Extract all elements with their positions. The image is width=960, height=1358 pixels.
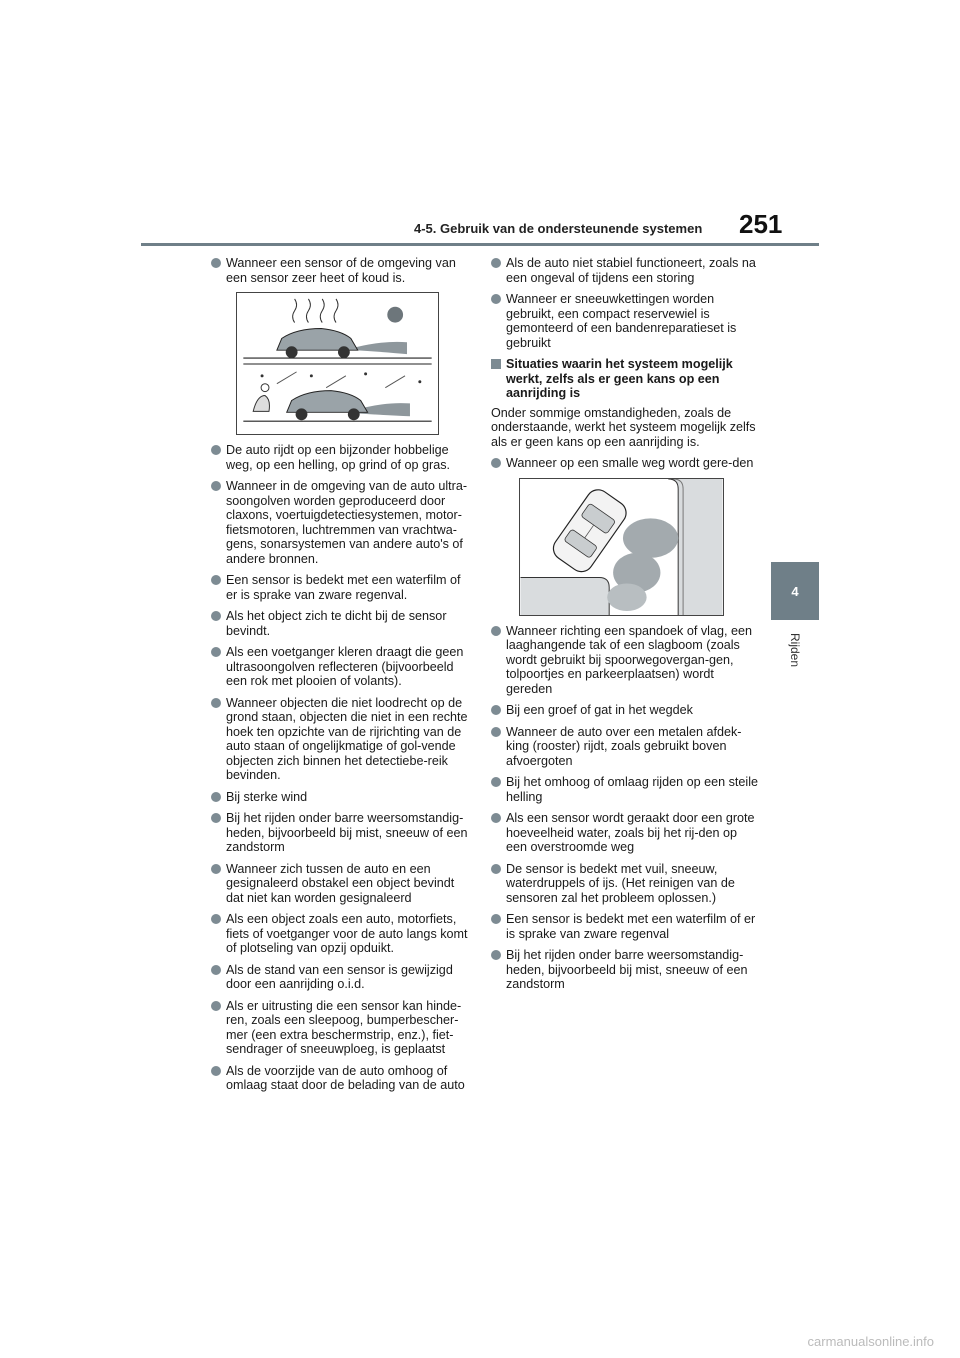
list-item-text: Bij het rijden onder barre weersomstandig-heden, bijvoorbeeld bij mist, sneeuw of een zandstorm [226,811,468,854]
list-item [211,256,473,285]
list-item-text: Wanneer op een smalle weg wordt gere-den [506,456,754,470]
chapter-label: Rijden [788,632,802,668]
bullet-icon [491,813,501,823]
list-item-text: De sensor is bedekt met vuil, sneeuw, waterdruppels of ijs. (Het reinigen van de sensoren zal het probleem oplossen.) [506,861,735,905]
header-rule [141,243,819,246]
list-item-text: Als een voetganger kleren draagt die geen ultrasoongolven reflecteren (bijvoorbeeld een rok met plooien of volants). [226,645,464,688]
list-item [211,1064,473,1093]
list-item [211,443,473,472]
list-item-text: Als er uitrusting die een sensor kan hinde-ren, zoals een sleepoog, bumperbescher-mer (een extra beschermstrip, enz.), fiet-sendrager of sneeuwploeg, is geplaatst [226,998,462,1056]
list-item [491,456,759,471]
list-item-text: Als de stand van een sensor is gewijzigd door een aanrijding o.i.d. [226,962,453,991]
list-item [211,912,473,956]
list-item [491,256,759,285]
list-item [491,703,759,718]
bullet-icon [491,914,501,924]
list-item [491,862,759,906]
subheading-text: Situaties waarin het systeem mogelijk werkt, zelfs als er geen kans op een aanrijding is [506,357,733,400]
bullet-icon [211,611,221,621]
list-item [211,999,473,1057]
list-item-text: Wanneer in de omgeving van de auto ultra-soongolven worden geproduceerd door claxons, voertuigdetectiesystemen, motor-fietsmotoren, luchtremmen van vrachtwa-gens, sonarsystemen van andere auto's of andere bronnen. [226,479,468,566]
list-item [211,790,473,805]
list-item [491,948,759,992]
chapter-tab[interactable] [771,562,819,620]
list-item [491,775,759,804]
chapter-number: 4 [791,583,799,599]
list-item-text: Een sensor is bedekt met een waterfilm of er is sprake van zware regenval. [226,573,461,602]
list-item [211,645,473,689]
list-item [211,573,473,602]
list-item-text: Bij het rijden onder barre weersomstandig-heden, bijvoorbeeld bij mist, sneeuw of een zandstorm [506,948,748,991]
list-item [211,609,473,638]
watermark: carmanualsonline.info [807,1334,934,1349]
list-item-text: Wanneer zich tussen de auto en een gesignaleerd obstakel een object bevindt dat niet kan worden gesignaleerd [226,861,455,905]
list-item [491,725,759,769]
bullet-icon [211,647,221,657]
bullet-icon [211,575,221,585]
list-item [211,696,473,783]
bullet-icon [491,777,501,787]
list-item-text: Als een object zoals een auto, motorfiets, fiets of voetganger voor de auto langs komt of plotseling van opzij opduikt. [226,912,468,955]
list-item-text: Als een sensor wordt geraakt door een grote hoeveelheid water, zoals bij het rij-den op een overstroomde weg [506,811,755,854]
bullet-icon [211,1001,221,1011]
list-item [491,811,759,855]
narrow-road-svg [520,479,723,615]
list-item-text: Bij een groef of gat in het wegdek [506,703,693,717]
list-item [491,292,759,350]
list-item-text: Wanneer de auto over een metalen afdek-king (rooster) rijdt, zoals gebruikt boven afvoergoten [506,724,742,768]
right-column [491,256,759,999]
bullet-icon [491,705,501,715]
bullet-icon [211,1066,221,1076]
bullet-icon [211,481,221,491]
bullet-icon [491,458,501,468]
paragraph: Onder sommige omstandigheden, zoals de onderstaande, werkt het systeem mogelijk zelfs als er geen kans op een aanrijding is. [491,405,756,449]
list-item-text: Wanneer een sensor of de omgeving van een sensor zeer heet of koud is. [226,256,456,285]
list-item-text: De auto rijdt op een bijzonder hobbelige weg, op een helling, op grind of op gras. [226,443,451,472]
bullet-icon [211,965,221,975]
list-item [211,479,473,566]
bullet-icon [491,258,501,268]
list-item-text: Een sensor is bedekt met een waterfilm of er is sprake van zware regenval [506,912,756,941]
bullet-icon [491,727,501,737]
bullet-icon [211,864,221,874]
bullet-icon [211,813,221,823]
section-title: 4-5. Gebruik van de ondersteunende systemen [414,221,703,236]
bullet-icon [211,914,221,924]
page-number: 251 [739,209,783,239]
list-item-text: Bij het omhoog of omlaag rijden op een steile helling [506,775,759,804]
left-column [211,256,473,1100]
list-item-text: Als het object zich te dicht bij de sensor bevindt. [226,609,447,638]
list-item-text: Wanneer richting een spandoek of vlag, een laaghangende tak of een slagboom (zoals wordt gebruikt bij spoorwegovergan-gen, tolpoortjes en parkeerplaatsen) wordt gereden [506,623,752,696]
bullet-icon [211,698,221,708]
subheading [491,357,759,401]
bullet-icon [491,626,501,636]
list-item [491,912,759,941]
list-item-text: Wanneer er sneeuwkettingen worden gebruikt, een compact reservewiel is gemonteerd of een bandenreparatieset is gebruikt [506,292,737,350]
bullet-icon [491,950,501,960]
bullet-icon [211,792,221,802]
bullet-icon [211,445,221,455]
narrow-road-illustration [519,478,724,616]
list-item-text: Als de auto niet stabiel functioneert, zoals na een ongeval of tijdens een storing [506,256,756,285]
bullet-icon [211,258,221,268]
list-item-text: Als de voorzijde van de auto omhoog of omlaag staat door de belading van de auto [226,1063,465,1092]
list-item [211,862,473,906]
weather-cars-svg [237,293,438,434]
list-item-text: Bij sterke wind [226,789,308,804]
hot-cold-weather-illustration [236,292,439,435]
bullet-icon [491,294,501,304]
list-item [211,811,473,855]
square-bullet-icon [491,359,501,369]
bullet-icon [491,864,501,874]
list-item [491,624,759,697]
list-item-text: Wanneer objecten die niet loodrecht op de grond staan, objecten die niet in een rechte hoek ten opzichte van de rijrichting van de auto staan of ongelijkmatige of gol-vende objecten zich binnen het detectiebe-reik bevinden. [226,695,468,782]
list-item [211,963,473,992]
